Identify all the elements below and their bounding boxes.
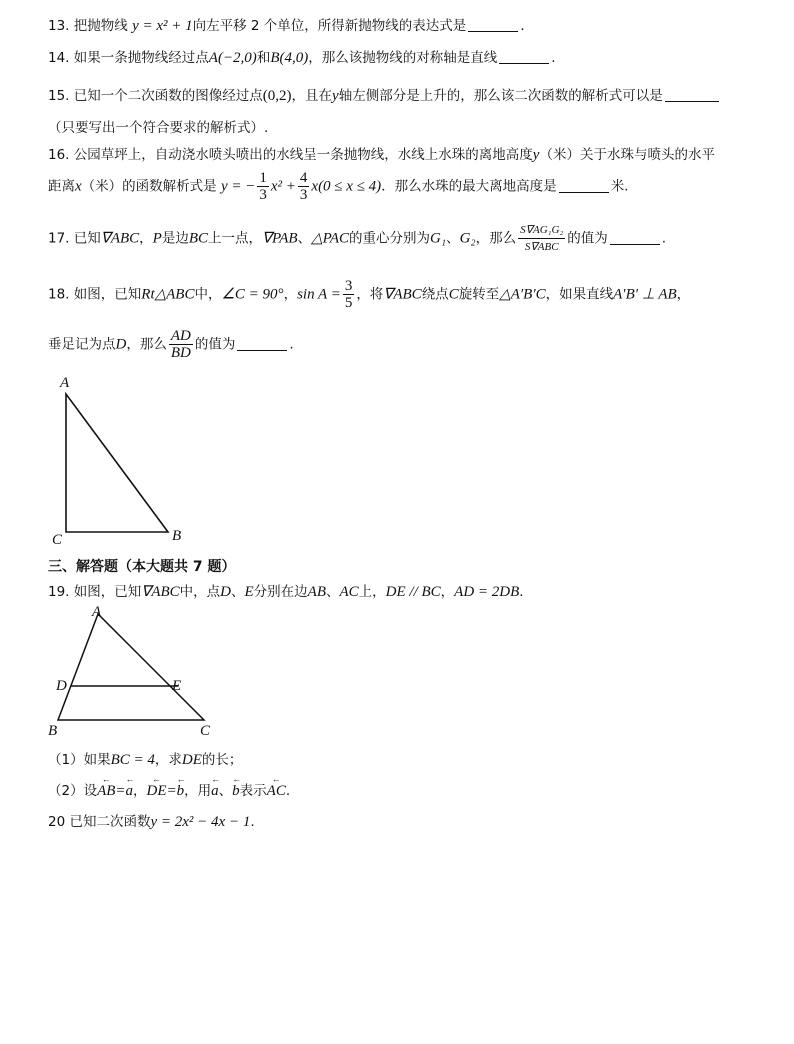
triangle-abc-2 [58,614,204,720]
q17-number: 17. [48,230,70,247]
q17-p: P [152,230,162,247]
q15-text: 已知一个二次函数的图像经过点 [73,88,263,104]
q18-frac2-num: AD [170,328,191,344]
q13-equation: y = x² + 1 [132,18,193,34]
section-heading: 三、解答题（本大题共 7 题） [48,559,236,575]
question-16 [48,143,715,164]
q19-part1-end: 的长； [201,752,243,768]
q17-frac-den: S∇ABC [524,241,559,253]
q19-part2-express: 表示 [239,783,267,799]
q18-rt-triangle: Rt△ABC [141,286,195,303]
q17-mid2: 上一点， [208,230,262,247]
q14-and: 和 [256,50,271,66]
q19-comma-2: ， [133,783,147,799]
q16-eq-a: y = − [220,178,256,195]
q19-mid2: 分别在边 [253,584,308,600]
q19-vector-b2: ← b [232,783,240,800]
q19-ac: AC [339,584,359,600]
q19-mid3: 上， [358,584,386,600]
q13-number: 13. [48,18,70,34]
q19-d: D [220,584,231,600]
q19-ab: AB [307,584,326,600]
q15-text-mid: ，且在 [291,88,333,104]
q19-sep2: 、 [326,584,340,600]
q14-end: . [551,50,556,66]
q17-mid4: ，那么 [475,230,517,247]
q16-distance: 距离 [48,178,75,195]
q15-line2 [48,116,268,136]
label-e: E [172,678,182,694]
label-a: A [60,375,70,391]
q17-comma: ， [139,230,153,247]
q13-answer-blank[interactable] [468,19,518,32]
q18-perp: A′B′ ⊥ AB [613,286,677,303]
q17-g1: G₁ [430,230,447,247]
q17-tri-pab: ∇PAB [262,230,298,247]
q19-bc-value: BC = 4 [110,752,155,768]
q19-part2-text: （2）设 [48,783,98,799]
q14-point-a: A(−2,0) [208,50,257,66]
q20-number: 20 [48,814,66,830]
q20-equation: y = 2x² − 4x − 1 [150,814,251,830]
question-19 [48,580,524,601]
q16-f1-den: 3 [259,187,267,203]
q16-eq-c: x(0 ≤ x ≤ 4) [311,178,382,195]
q17-sep: 、 [297,230,312,247]
q16-line2 [48,170,628,203]
q19-triangle: ∇ABC [141,584,180,600]
q18-mid: 中， [194,286,222,303]
figure-triangle-de [44,604,224,740]
label-d: D [56,678,67,694]
q18-fraction [343,278,355,311]
q19-end2: . [285,783,291,799]
q17-g2: G₂ [459,230,476,247]
q18-sin: sin A = [297,286,341,303]
q18-text: 如图，已知 [73,286,142,303]
q17-post: 的值为 [567,230,608,247]
q17-tri-pac: △PAC [311,230,350,247]
q15-point: (0,2) [262,88,292,104]
q17-fraction [518,222,565,255]
q16-y: y [532,147,540,163]
q16-question: ．那么水珠的最大离地高度是 [381,178,557,195]
q19-relation: AD = 2DB [454,584,520,600]
q16-unit: 米. [610,178,629,195]
figure-right-triangle [40,372,200,550]
q19-vector-a2: ← a [211,783,219,800]
label-c: C [52,532,63,548]
q17-mid: 是边 [161,230,189,247]
q16-answer-blank[interactable] [559,180,609,193]
q16-eq-b: x² + [270,178,296,195]
q20-text: 已知二次函数 [69,814,151,830]
q19-part1 [48,748,242,769]
q18-triangle2: △A′B′C [499,286,546,303]
q19-mid: 中，点 [179,584,221,600]
q18-frac2-den: BD [170,345,191,361]
q16-text: 公园草坪上，自动浇水喷头喷出的水线呈一条抛物线，水线上水珠的离地高度 [73,147,533,163]
q19-number: 19. [48,584,70,600]
q16-x: x [75,178,82,195]
question-13 [48,14,525,35]
q15-answer-blank[interactable] [665,89,719,102]
q18-mid3: 绕点 [421,286,449,303]
q19-vector-de: ← DE [147,783,167,800]
label-b-2: B [48,723,58,739]
q15-y: y [332,88,339,104]
q18-foot: 垂足记为点 [48,336,116,353]
q17-text: 已知 [73,230,101,247]
q19-vector-a: ← a [126,783,134,800]
label-b: B [172,528,182,544]
q17-frac-num: S∇AG₁G₂ [518,222,565,239]
q14-point-b: B(4,0) [270,50,309,66]
question-18 [48,278,690,311]
q14-number: 14. [48,50,70,66]
question-14 [48,46,556,67]
q19-part2 [48,779,290,800]
q18-end1: ， [676,286,691,303]
q18-number: 18. [48,286,70,303]
q18-comma: ， [283,286,298,303]
q14-text: 如果一条抛物线经过点 [73,50,209,66]
label-c-2: C [200,723,211,739]
q20-end: . [250,814,255,830]
q17-mid3: 的重心分别为 [349,230,431,247]
q18-mid5: ，如果直线 [545,286,614,303]
q19-part2-use: ，用 [184,783,212,799]
q18-point-c: C [448,286,459,303]
question-20 [48,810,255,831]
q18-angle: ∠C = 90° [221,286,284,303]
q19-end: . [519,584,524,600]
q19-vector-b: ← b [177,783,185,800]
q16-fraction-1 [257,170,269,203]
q18-mid4: 旋转至 [458,286,500,303]
q18-answer-blank[interactable] [237,338,287,351]
q19-part1-text: （1）如果 [48,752,111,768]
q17-answer-blank[interactable] [610,232,660,245]
q18-then: ，那么 [126,336,167,353]
q19-eq-b: = [166,783,177,799]
q19-comma: ， [440,584,455,600]
q19-de: DE [181,752,202,768]
q19-text: 如图，已知 [73,584,142,600]
q18-frac-num: 3 [344,278,353,294]
label-a-2: A [92,604,102,620]
triangle-abc [66,394,168,532]
q14-answer-blank[interactable] [499,51,549,64]
question-15 [48,84,721,105]
q16-f1-num: 1 [259,170,267,186]
q16-f2-den: 3 [299,187,308,203]
q18-end: . [289,336,294,353]
q13-text-mid: 向左平移 2 个单位，所得新抛物线的表达式是 [192,18,467,34]
q17-bc: BC [188,230,208,247]
q19-e: E [244,584,254,600]
q19-eq-a: = [115,783,126,799]
q18-point-d: D [115,336,127,353]
q19-vector-ab: ← AB [97,783,115,800]
q14-text-post: ，那么该抛物线的对称轴是直线 [308,50,498,66]
q13-end: . [520,18,525,34]
q15-note: （只要写出一个符合要求的解析式）. [48,120,269,136]
q18-value: 的值为 [194,336,236,353]
q18-line2 [48,328,294,361]
q17-triangle: ∇ABC [100,230,140,247]
q16-text-b: （米）关于水珠与喷头的水平 [539,147,715,163]
q18-triangle: ∇ABC [383,286,422,303]
q15-text-post: 轴左侧部分是上升的，那么该二次函数的解析式可以是 [338,88,663,104]
q16-fraction-2 [298,170,310,203]
q16-f2-num: 4 [299,170,308,186]
question-17: 17. 已知∇ABC，P是边BC上一点，∇PAB、△PAC的重心分别为G₁、G₂，那么 $\frac{\text{S∇AG₁G₂}}{\text{S∇ABC}}$ 的值为 . [48,224,667,253]
q19-sep: 、 [231,584,245,600]
q19-vector-ac: ← AC [267,783,286,800]
q18-frac-den: 5 [344,295,353,311]
q19-parallel: DE // BC [385,584,441,600]
q19-sep3: 、 [218,783,233,799]
q19-part1-ask: ，求 [154,752,182,768]
q16-number: 16. [48,147,70,163]
q18-fraction-ad-bd [169,328,193,361]
q18-mid2: ，将 [356,286,384,303]
q17-end: . [661,230,667,247]
q15-number: 15. [48,88,70,104]
q13-text: 把抛物线 [73,18,128,34]
q16-function-text: （米）的函数解析式是 [81,178,217,195]
